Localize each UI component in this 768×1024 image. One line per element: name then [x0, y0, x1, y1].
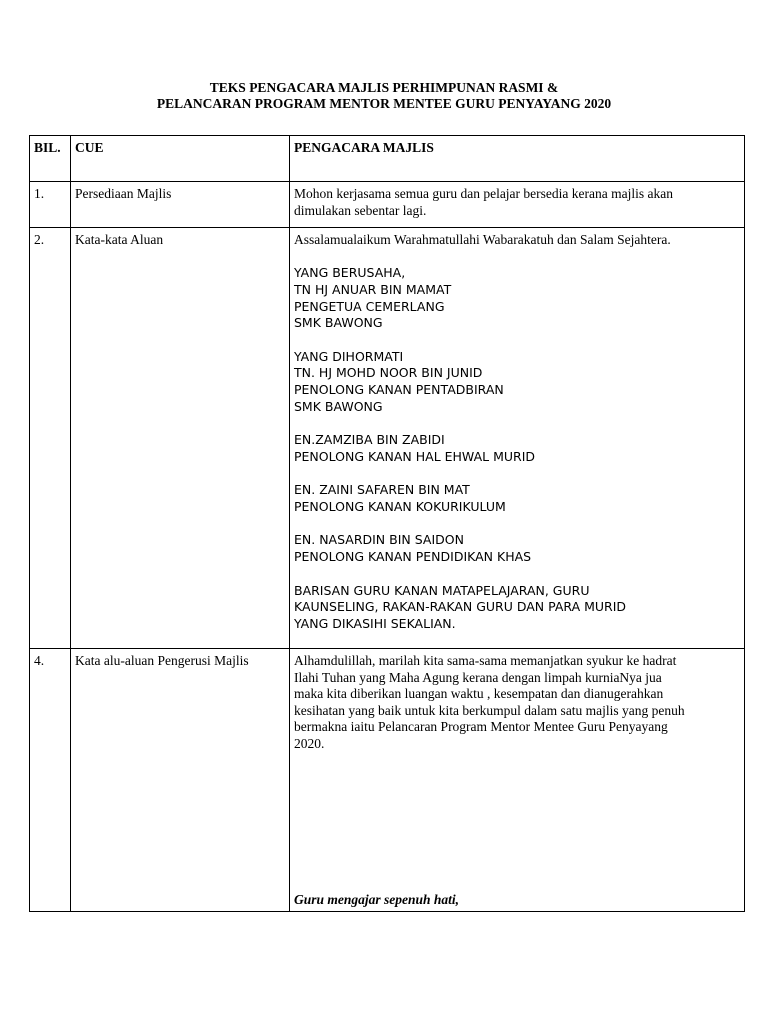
- greeting: Assalamualaikum Warahmatullahi Wabarakatuh dan Salam Sejahtera.: [294, 232, 671, 247]
- table-row: [30, 182, 745, 228]
- guest-line: YANG DIHORMATI: [294, 348, 404, 364]
- text-line: maka kita diberikan luangan waktu , kesempatan dan dianugerahkan: [294, 686, 664, 702]
- table-header-row: [30, 136, 745, 182]
- guest-line: SMK BAWONG: [294, 398, 383, 414]
- row-number: 2.: [30, 228, 71, 649]
- guest-block: [294, 532, 741, 565]
- guest-line: PENGETUA CEMERLANG: [294, 298, 445, 314]
- guest-line: EN. NASARDIN BIN SAIDON: [294, 532, 464, 548]
- guest-block: [294, 583, 741, 633]
- mc-text-cell: [290, 649, 745, 912]
- text-line: dimulakan sebentar lagi.: [294, 202, 427, 218]
- guest-line: PENOLONG KANAN PENTADBIRAN: [294, 382, 504, 398]
- text-line: bermakna iaitu Pelancaran Program Mentor Mentee Guru Penyayang: [294, 719, 668, 735]
- text-line: Ilahi Tuhan yang Maha Agung kerana dengan limpah kurniaNya jua: [294, 669, 662, 685]
- guest-block: [294, 432, 741, 465]
- title-line-2: PELANCARAN PROGRAM MENTOR MENTEE GURU PENYAYANG 2020: [156, 96, 612, 111]
- header-bil: BIL.: [30, 136, 71, 182]
- guest-line: TN HJ ANUAR BIN MAMAT: [294, 281, 452, 297]
- guest-line: PENOLONG KANAN HAL EHWAL MURID: [294, 448, 536, 464]
- row-number: 4.: [30, 649, 71, 912]
- mc-text-cell: [290, 228, 745, 649]
- text-line: Mohon kerjasama semua guru dan pelajar bersedia kerana majlis akan: [294, 186, 673, 201]
- guest-line: PENOLONG KANAN PENDIDIKAN KHAS: [294, 549, 532, 565]
- title-line-1: TEKS PENGACARA MAJLIS PERHIMPUNAN RASMI &: [209, 80, 559, 95]
- header-pengacara-majlis: PENGACARA MAJLIS: [290, 136, 745, 182]
- guest-line: PENOLONG KANAN KOKURIKULUM: [294, 499, 506, 515]
- guest-line: YANG DIKASIHI SEKALIAN.: [294, 615, 456, 631]
- guest-line: EN. ZAINI SAFAREN BIN MAT: [294, 482, 470, 498]
- row-number: 1.: [30, 182, 71, 228]
- cue-cell: Persediaan Majlis: [71, 182, 290, 228]
- guest-block: [294, 482, 741, 515]
- cue-cell: Kata-kata Aluan: [71, 228, 290, 649]
- cue-cell: Kata alu-aluan Pengerusi Majlis: [71, 649, 290, 912]
- guest-block: [294, 349, 741, 416]
- header-cue: CUE: [71, 136, 290, 182]
- text-line: Alhamdulillah, marilah kita sama-sama memanjatkan syukur ke hadrat: [294, 653, 677, 668]
- mc-script-table: [29, 135, 745, 912]
- guest-line: EN.ZAMZIBA BIN ZABIDI: [294, 432, 445, 448]
- motto-text: Guru mengajar sepenuh hati,: [294, 892, 460, 908]
- guest-line: SMK BAWONG: [294, 315, 383, 331]
- text-line: kesihatan yang baik untuk kita berkumpul dalam satu majlis yang penuh: [294, 702, 685, 718]
- table-row: [30, 649, 745, 912]
- mc-text-cell: [290, 182, 745, 228]
- guest-line: YANG BERUSAHA,: [294, 265, 406, 281]
- text-line: 2020.: [294, 735, 325, 751]
- guest-line: KAUNSELING, RAKAN-RAKAN GURU DAN PARA MURID: [294, 599, 627, 615]
- guest-line: BARISAN GURU KANAN MATAPELAJARAN, GURU: [294, 582, 590, 598]
- table-row: [30, 228, 745, 649]
- guest-block: [294, 265, 741, 332]
- guest-line: TN. HJ MOHD NOOR BIN JUNID: [294, 365, 483, 381]
- document-title: [0, 80, 768, 112]
